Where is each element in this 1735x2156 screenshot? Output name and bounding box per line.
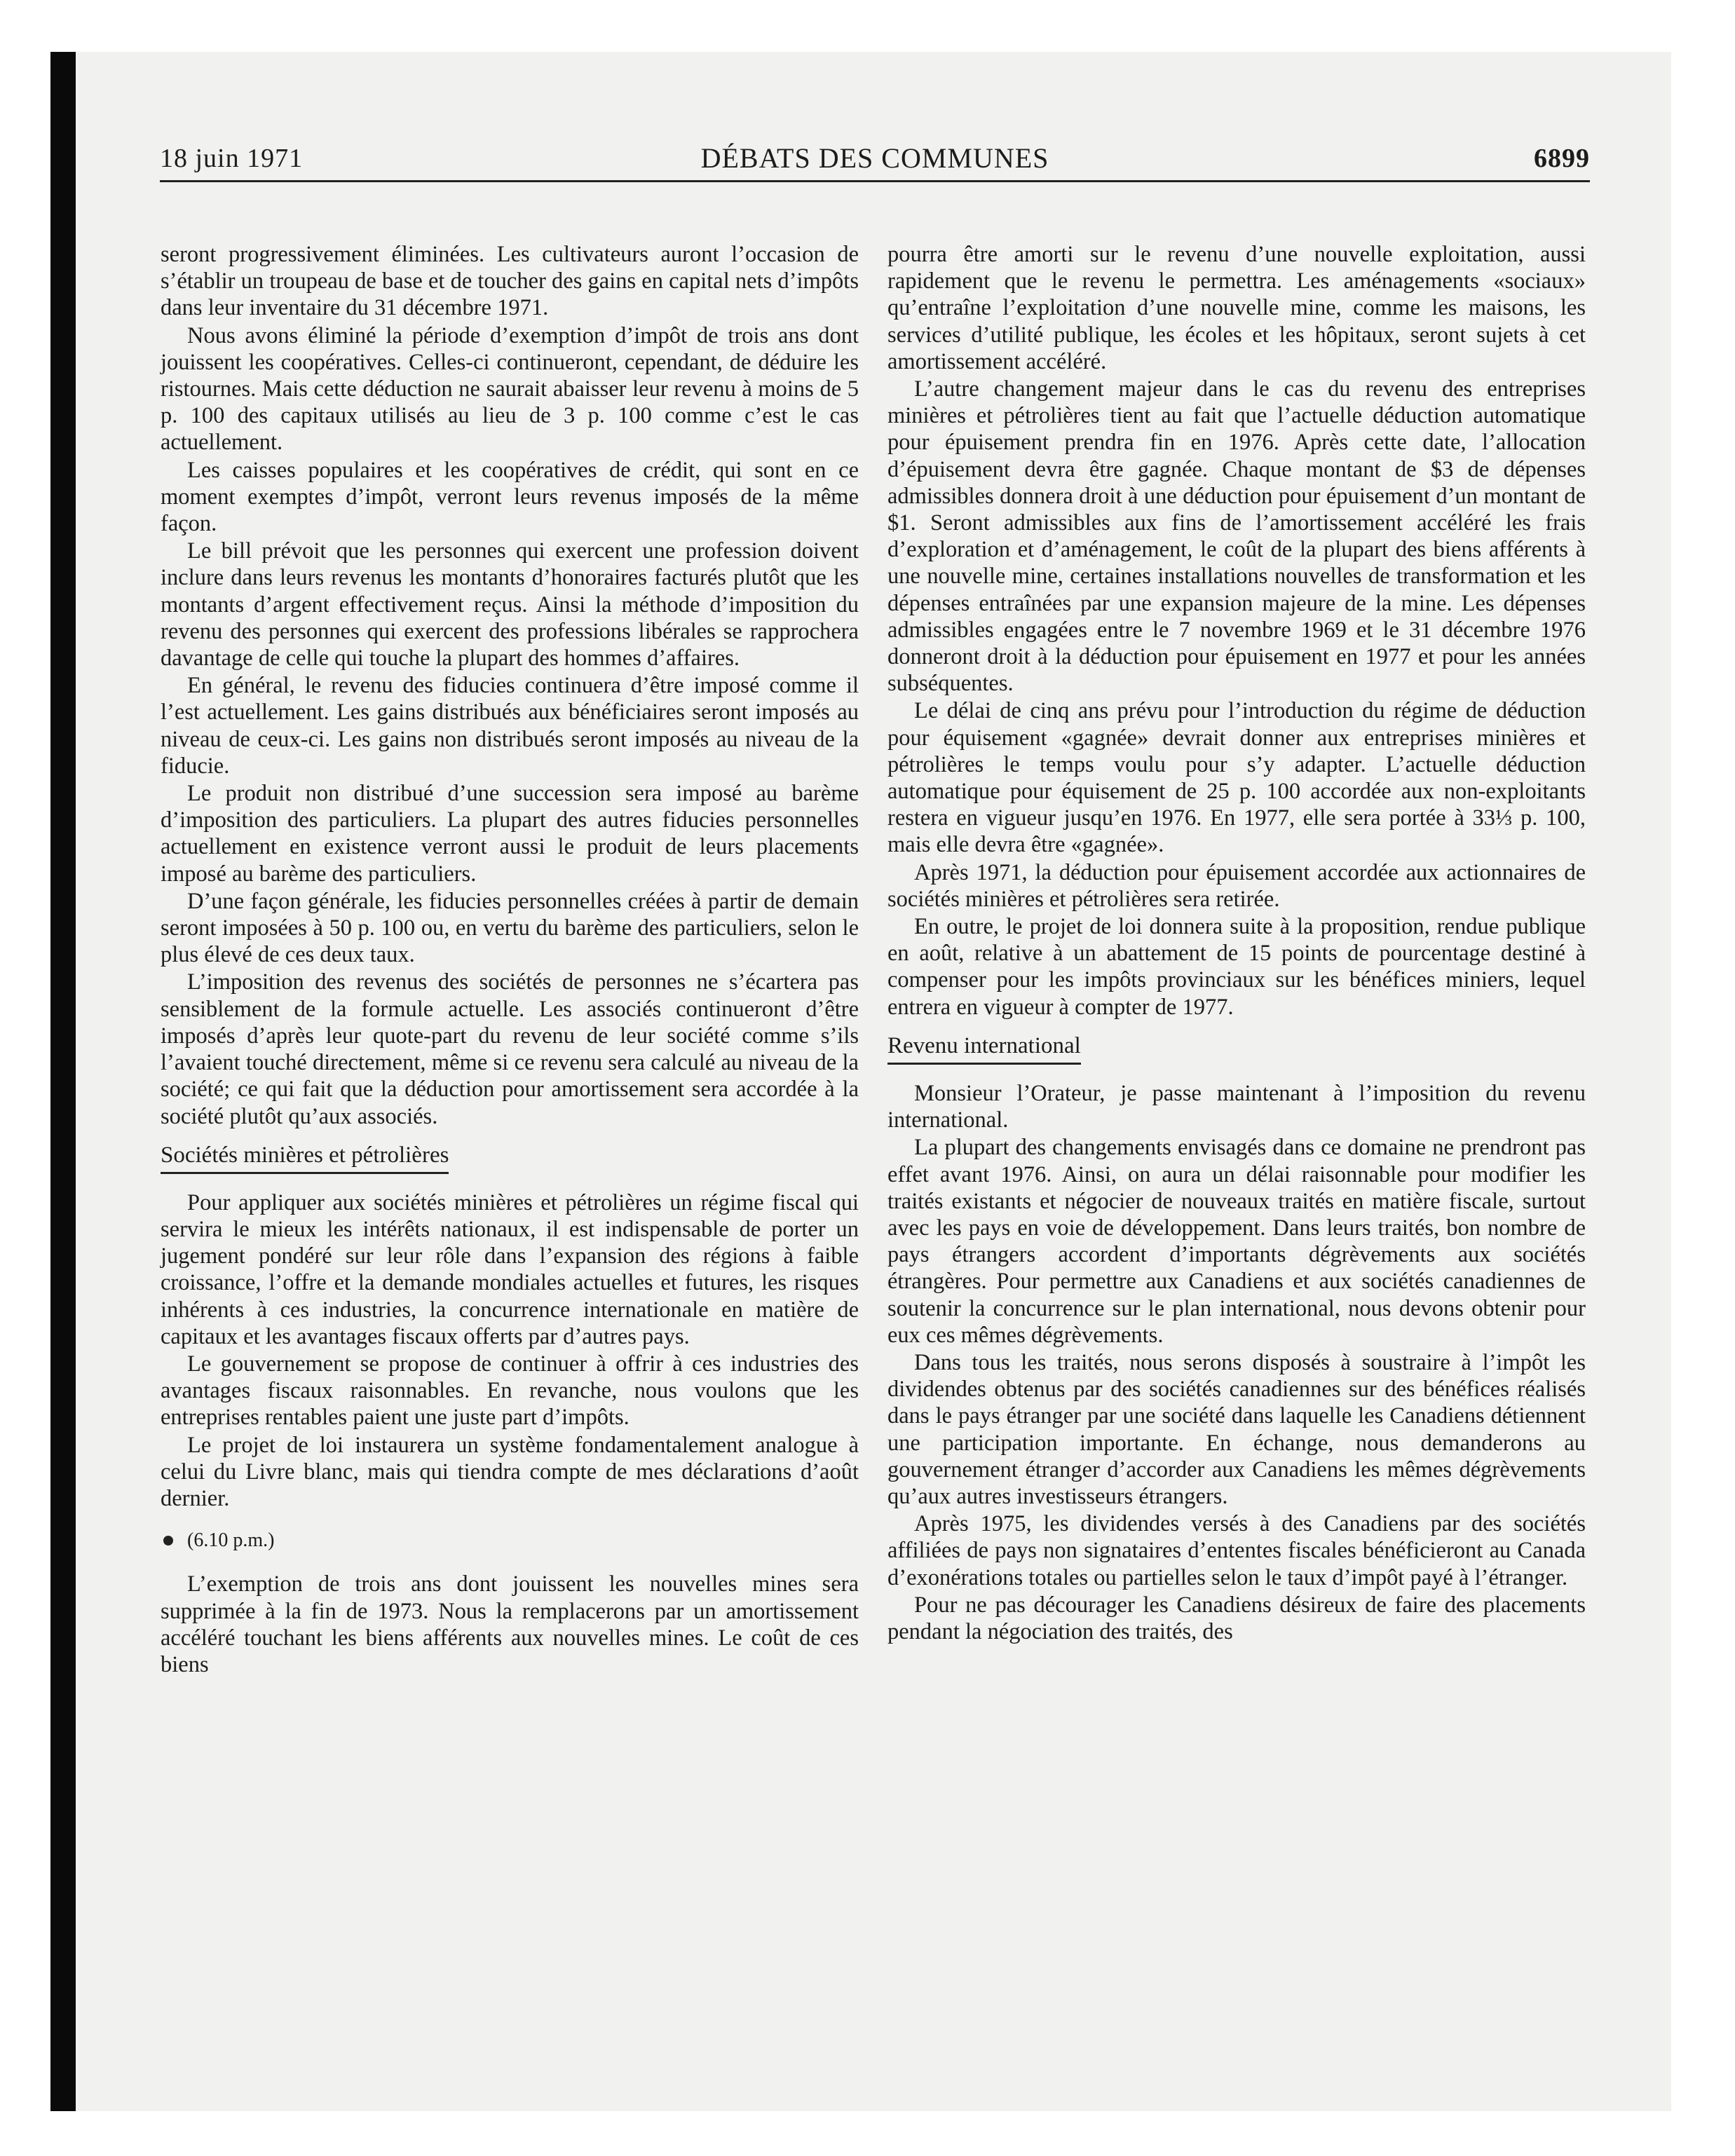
paragraph: L’imposition des revenus des sociétés de personnes ne s’écartera pas sensiblement de la formule actuelle. Les associés continueront d’être imposés d’après leur quote-part du revenu de leur société comme s’ils l’avaient touché directement, même si ce revenu sera calculé au niveau de la société; ce qui fait que la déduction pour amortissement sera accordée à la société plutôt qu’aux associés. [161,969,859,1129]
right-column [887,241,1586,1645]
paragraph: Le bill prévoit que les personnes qui exercent une profession doivent inclure dans leurs revenus les montants d’honoraires facturés plutôt que les montants d’argent effectivement reçus. Ainsi la méthode d’imposition du revenu des personnes qui exercent des professions libérales se rapprochera davantage de celle qui touche la plupart des hommes d’affaires. [161,538,859,671]
paragraph: Pour appliquer aux sociétés minières et pétrolières un régime fiscal qui servira le mieux les intérêts nationaux, il est indispensable de porter un jugement pondéré sur leur rôle dans l’expansion des régions à faible croissance, l’offre et la demande mondiales actuelles et futures, les risques inhérents à ces industries, la concurrence internationale en matière de capitaux et les avantages fiscaux offerts par d’autres pays. [161,1189,859,1349]
section-heading: Sociétés minières et pétrolières [161,1141,449,1174]
paragraph: Dans tous les traités, nous serons disposés à soustraire à l’impôt les dividendes obtenus par des sociétés canadiennes sur des bénéfices réalisés dans le pays étranger par une société dans laquelle les Canadiens détiennent une participation importante. En échange, nous demanderons au gouvernement étranger d’accorder aux Canadiens les mêmes dégrèvements qu’aux autres investisseurs étrangers. [887,1349,1586,1509]
paragraph: Le projet de loi instaurera un système fondamentalement analogue à celui du Livre blanc, mais qui tiendra compte de mes déclarations d’août dernier. [161,1432,859,1511]
paragraph: Le gouvernement se propose de continuer à offrir à ces industries des avantages fiscaux raisonnables. En revanche, nous voulons que les entreprises rentables paient une juste part d’impôts. [161,1351,859,1431]
paragraph: En outre, le projet de loi donnera suite à la proposition, rendue publique en août, relative à un abattement de 15 points de pourcentage destiné à compenser pour les impôts provinciaux sur les bénéfices miniers, lequel entrera en vigueur à compter de 1977. [887,914,1586,1020]
paragraph: L’exemption de trois ans dont jouissent les nouvelles mines sera supprimée à la fin de 1973. Nous la remplacerons par un amortissement accéléré touchant les biens afférents aux nouvelles mines. Le coût de ces biens [161,1571,859,1677]
paragraph: Après 1971, la déduction pour épuisement accordée aux actionnaires de sociétés minières et pétrolières sera retirée. [887,859,1586,912]
section-heading: Revenu international [887,1032,1081,1065]
time-marker-text: (6.10 p.m.) [187,1529,275,1552]
paragraph: D’une façon générale, les fiducies personnelles créées à partir de demain seront imposées à 50 p. 100 ou, en vertu du barème des particuliers, selon le plus élevé de ces deux taux. [161,888,859,968]
paragraph: L’autre changement majeur dans le cas du revenu des entreprises minières et pétrolières tient au fait que l’actuelle déduction automatique pour épuisement prendra fin en 1976. Après cette date, l’allocation d’épuisement devra être gagnée. Chaque montant de $3 de dépenses admissibles donnera droit à une déduction pour épuisement d’un montant de $1. Seront admissibles aux fins de l’amortissement accéléré les frais d’exploration et d’aménagement, le coût de la plupart des biens afférents à une nouvelle mine, certaines installations nouvelles de transformation et les dépenses entraînées par une expansion majeure de la mine. Les dépenses admissibles engagées entre le 7 novembre 1969 et le 31 décembre 1976 donneront droit à la déduction pour épuisement en 1977 et pour les années subséquentes. [887,376,1586,697]
paragraph: Nous avons éliminé la période d’exemption d’impôt de trois ans dont jouissent les coopératives. Celles-ci continueront, cependant, de déduire les ristournes. Mais cette déduction ne saurait abaisser leur revenu à moins de 5 p. 100 des capitaux utilisés au lieu de 3 p. 100 comme c’est le cas actuellement. [161,322,859,456]
paragraph: Après 1975, les dividendes versés à des Canadiens par des sociétés affiliées de pays non signataires d’ententes fiscales bénéficieront au Canada d’exonérations totales ou partielles selon le taux d’impôt payé à l’étranger. [887,1511,1586,1590]
header-date: 18 juin 1971 [160,144,304,173]
header-title: DÉBATS DES COMMUNES [700,142,1049,174]
page-number: 6899 [1534,144,1590,173]
left-column [161,241,859,1678]
time-marker [161,1527,859,1554]
paragraph: Les caisses populaires et les coopératives de crédit, qui sont en ce moment exemptes d’impôt, verront leurs revenus imposés de la même façon. [161,457,859,537]
paragraph: seront progressivement éliminées. Les cultivateurs auront l’occasion de s’établir un troupeau de base et de toucher des gains en capital nets d’impôts dans leur inventaire du 31 décembre 1971. [161,242,859,321]
paragraph: Le produit non distribué d’une succession sera imposé au barème d’imposition des particuliers. La plupart des autres fiducies personnelles actuellement en existence verront aussi le produit de leurs placements imposé au barème des particuliers. [161,781,859,887]
paragraph: Pour ne pas décourager les Canadiens désireux de faire des placements pendant la négociation des traités, des [887,1592,1586,1644]
paragraph: Le délai de cinq ans prévu pour l’introduction du régime de déduction pour équisement «gagnée» devrait donner aux entreprises minières et pétrolières le temps voulu pour s’y adapter. L’actuelle déduction automatique pour équisement de 25 p. 100 accordée aux non-exploitants restera en vigueur jusqu’en 1976. En 1977, elle sera portée à 33⅓ p. 100, mais elle devra être «gagnée». [887,698,1586,858]
binding-edge [50,52,76,2111]
paragraph: pourra être amorti sur le revenu d’une nouvelle exploitation, aussi rapidement que le revenu le permettra. Les aménagements «sociaux» qu’entraîne l’exploitation d’une nouvelle mine, comme les maisons, les services d’utilité publique, les écoles et les hôpitaux, seront sujets à cet amortissement accéléré. [887,242,1586,374]
paragraph: En général, le revenu des fiducies continuera d’être imposé comme il l’est actuellement. Les gains distribués aux bénéficiaires seront imposés au niveau de ceux-ci. Les gains non distribués seront imposés au niveau de la fiducie. [161,673,859,779]
header-rule [160,180,1590,182]
paragraph: La plupart des changements envisagés dans ce domaine ne prendront pas effet avant 1976. Ainsi, on aura un délai raisonnable pour modifier les traités existants et négocier de nouveaux traités en matière fiscale, surtout avec les pays en voie de développement. Dans leurs traités, bon nombre de pays étrangers accordent d’importants dégrèvements aux sociétés étrangères. Pour permettre aux Canadiens et aux sociétés canadiennes de soutenir la concurrence sur le plan international, nous devons obtenir pour eux ces mêmes dégrèvements. [887,1135,1586,1348]
page-header [160,137,1590,186]
bullet-icon [163,1536,173,1546]
paragraph: Monsieur l’Orateur, je passe maintenant à l’imposition du revenu international. [887,1080,1586,1133]
